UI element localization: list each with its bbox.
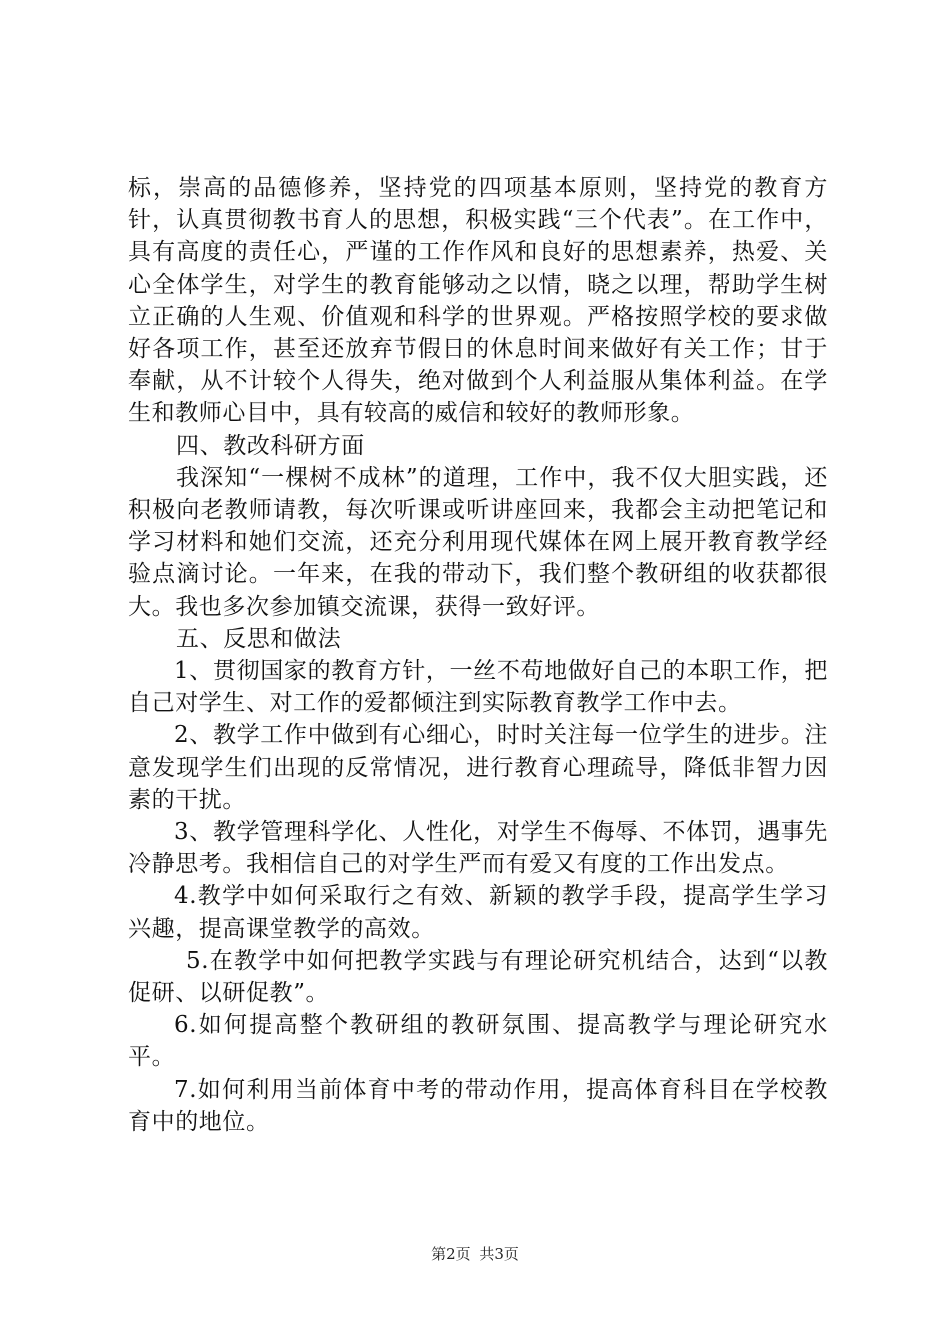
document-body: [128, 172, 828, 1138]
heading-section-5: 五、反思和做法: [176, 625, 342, 652]
list-item-2: 2、教学工作中做到有心细心，时时关注每一位学生的进步。注意发现学生们出现的反常情况，进行教育心理疏导，降低非智力因素的干扰。: [128, 722, 828, 813]
paragraph-character: 标，崇高的品德修养，坚持党的四项基本原则，坚持党的教育方针，认真贯彻教书育人的思想，积极实践“三个代表”。在工作中，具有高度的责任心，严谨的工作作风和良好的思想素养，热爱、关心全体学生，对学生的教育能够动之以情，晓之以理，帮助学生树立正确的人生观、价值观和科学的世界观。严格按照学校的要求做好各项工作，甚至还放弃节假日的休息时间来做好有关工作；甘于奉献，从不计较个人得失，绝对做到个人利益服从集体利益。在学生和教师心目中，具有较高的威信和较好的教师形象。: [128, 175, 828, 427]
list-item-4: 4.教学中如何采取行之有效、新颖的教学手段，提高学生学习兴趣，提高课堂教学的高效。: [128, 883, 828, 942]
list-item-1: 1、贯彻国家的教育方针，一丝不苟地做好自己的本职工作，把自己对学生、对工作的爱都倾注到实际教育教学工作中去。: [128, 658, 828, 717]
page-footer: [0, 1243, 950, 1264]
list-item-3: 3、教学管理科学化、人性化，对学生不侮辱、不体罚，遇事先冷静思考。我相信自己的对学生严而有爱又有度的工作出发点。: [128, 819, 828, 878]
list-item-6: 6.如何提高整个教研组的教研氛围、提高教学与理论研究水平。: [128, 1012, 828, 1071]
list-item-7: 7.如何利用当前体育中考的带动作用，提高体育科目在学校教育中的地位。: [128, 1076, 828, 1135]
page-total: 共3页: [479, 1245, 519, 1263]
paragraph-research: 我深知“一棵树不成林”的道理，工作中，我不仅大胆实践，还积极向老教师请教，每次听课或听讲座回来，我都会主动把笔记和学习材料和她们交流，还充分利用现代媒体在网上展开教育教学经验点滴讨论。一年来，在我的带动下，我们整个教研组的收获都很大。我也多次参加镇交流课，获得一致好评。: [128, 464, 828, 620]
heading-section-4: 四、教改科研方面: [176, 432, 365, 459]
list-item-5: 5.在教学中如何把教学实践与有理论研究机结合，达到“以教促研、以研促教”。: [128, 947, 828, 1007]
page-number: 第2页: [431, 1245, 471, 1263]
